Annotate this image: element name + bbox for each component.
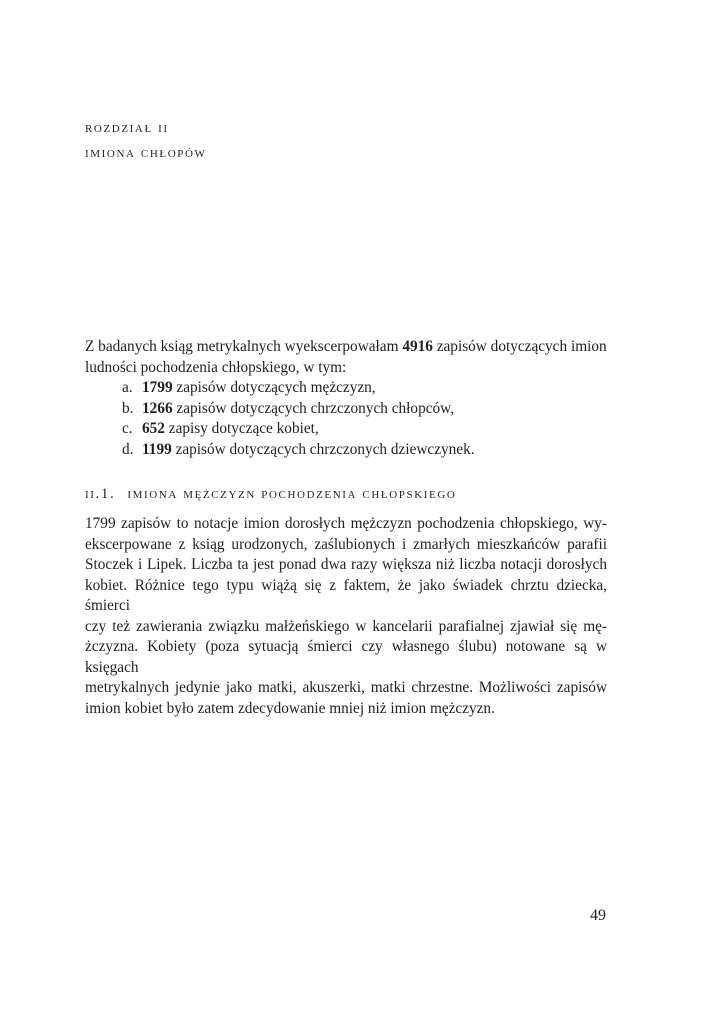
body-line: ekscerpowane z ksiąg urodzonych, zaślubionych i zmarłych mieszkańców parafii [85,535,607,553]
body-line: 1799 zapisów to notacje imion dorosłych mężczyzn pochodzenia chłopskiego, wy- [85,515,607,532]
section-number: ii.1. [85,486,116,502]
chapter-title: imiona chłopów [85,145,207,161]
body-line: imion kobiet było zatem zdecydowanie mniej niż imion mężczyzn. [85,699,495,717]
intro-total-count: 4916 [402,338,433,355]
list-item [122,399,607,420]
list-count: 1799 [142,379,173,396]
list-count: 1266 [142,399,173,417]
intro-paragraph [85,337,607,378]
list-text: zapisy dotyczące kobiet, [164,420,319,437]
list-count: 652 [142,420,165,437]
list-marker: a. [122,379,133,396]
list-marker: d. [122,440,134,458]
section-title: imiona mężczyzn pochodzenia chłopskiego [127,486,457,502]
records-list [85,378,607,460]
intro-block [85,337,607,460]
chapter-label: rozdział ii [85,120,169,136]
body-paragraph [85,514,607,719]
intro-text-before: Z badanych ksiąg metrykalnych wyekscerpowałam [85,338,403,355]
list-text: zapisów dotyczących chrzczonych chłopców, [172,399,455,417]
list-count: 1199 [142,440,172,458]
list-text: zapisów dotyczących mężczyzn, [172,379,376,396]
intro-text-after: zapisów dotyczących imion ludności pochodzenia chłopskiego, w tym: [85,338,607,376]
section-heading [85,484,456,504]
list-text: zapisów dotyczących chrzczonych dziewczynek. [171,440,475,458]
list-marker: c. [122,420,133,437]
list-item [122,419,607,440]
body-line: metrykalnych jedynie jako matki, akuszerki, matki chrzestne. Możliwości zapisów [85,679,607,696]
body-line: kobiet. Różnice tego typu wiążą się z faktem, że jako świadek chrztu dziecka, śmierci [85,576,607,614]
list-item [122,378,607,399]
body-line: Stoczek i Lipek. Liczba ta jest ponad dwa razy większa niż liczba notacji dorosłych [85,556,607,573]
list-marker: b. [122,399,134,417]
body-line: żczyzna. Kobiety (poza sytuacją śmierci czy własnego ślubu) notowane są w księgach [85,638,607,676]
page-number: 49 [590,907,606,924]
list-item [122,440,607,461]
body-line: czy też zawierania związku małżeńskiego w kancelarii parafialnej zjawiał się mę- [85,617,607,635]
